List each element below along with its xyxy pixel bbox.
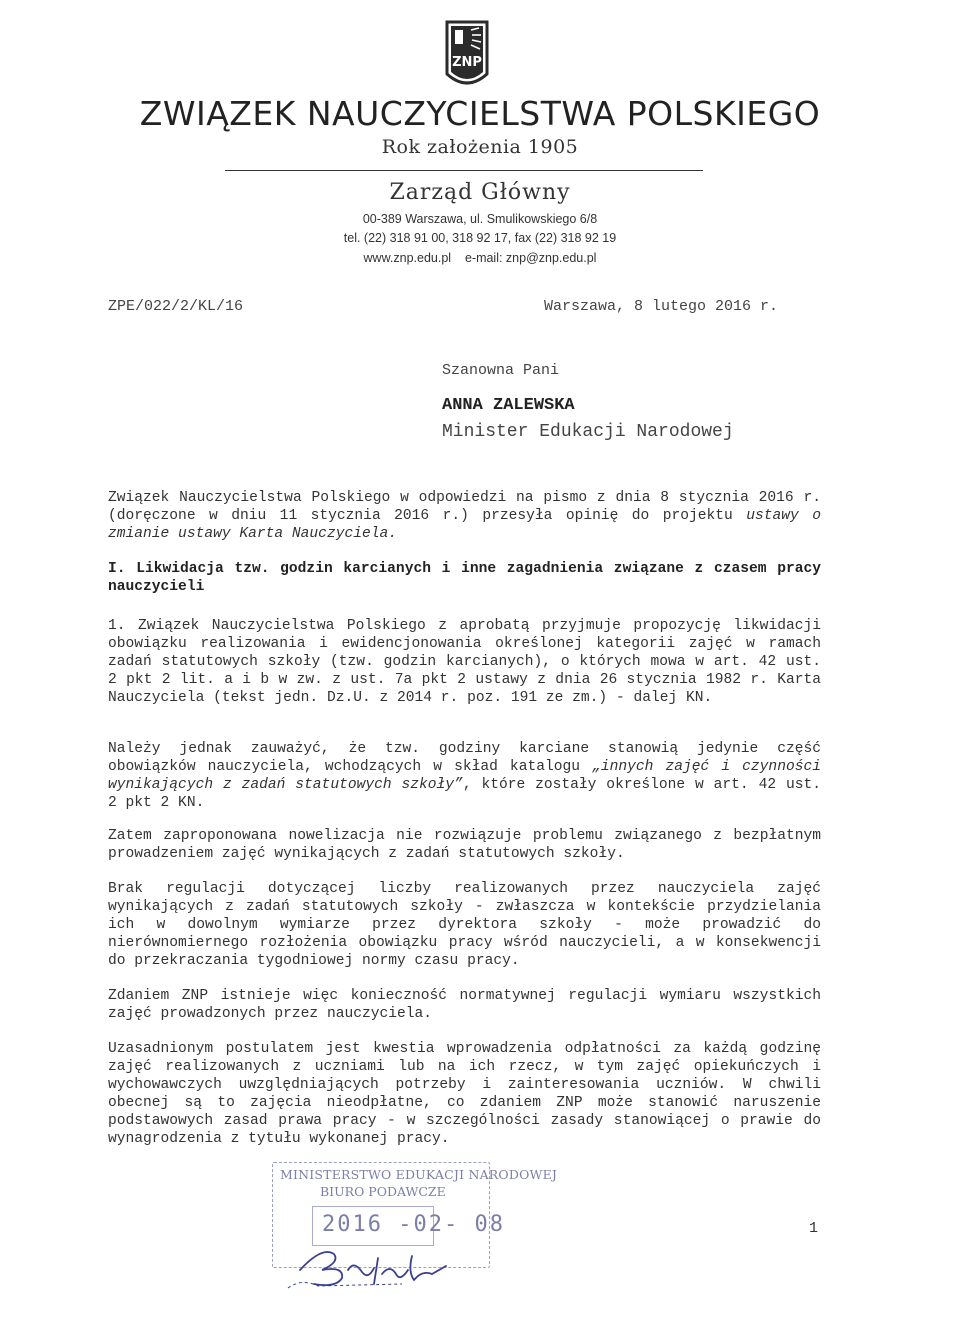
founded-year: Rok założenia 1905 — [381, 136, 579, 158]
paragraph-4: Brak regulacji dotyczącej liczby realizowanych przez nauczyciela zajęć wynikających z zadań statutowych szkoły - zwłaszcza w kontekście przydzielania ich w dowolnym wymiarze przez dyrektora szkoły - może prowadzić do nierównomiernego rozłożenia obowiązku pracy wśród nauczycieli, a w konsekwencji do przekraczania tygodniowej normy czasu pracy. — [108, 881, 821, 969]
znp-logo — [441, 18, 493, 94]
reference-number: ZPE/022/2/KL/16 — [108, 298, 244, 315]
address-web-email: www.znp.edu.pl e-mail: znp@znp.edu.pl — [363, 251, 597, 265]
intro-paragraph — [108, 489, 821, 543]
address-street: 00-389 Warszawa, ul. Smulikowskiego 6/8 — [362, 212, 598, 226]
organization-name: ZWIĄZEK NAUCZYCIELSTWA POLSKIEGO — [139, 94, 821, 133]
paragraph-3: Zatem zaproponowana nowelizacja nie rozwiązuje problemu związanego z bezpłatnym prowadzeniem zajęć wynikających z zadań statutowych szkoły. — [108, 828, 821, 862]
section-heading: I. Likwidacja tzw. godzin karcianych i inne zagadnienia związane z czasem pracy nauczycieli — [108, 561, 821, 595]
paragraph-5: Zdaniem ZNP istnieje więc konieczność normatywnej regulacji wymiaru wszystkich zajęć prowadzonych przez nauczyciela. — [108, 988, 821, 1022]
paragraph-2-text: Należy jednak zauważyć, że tzw. godziny karciane stanowią jedynie część obowiązków nauczyciela, wchodzących w skład katalogu — [108, 741, 821, 775]
intro-italic-text: ustawy o zmianie ustawy Karta Nauczyciela. — [108, 508, 822, 542]
handwritten-signature — [282, 1240, 482, 1295]
addressee-title: Minister Edukacji Narodowej — [442, 422, 734, 442]
paragraph-2-italic: „innych zajęć i czynności wynikających z zadań statutowych szkoły” — [108, 759, 821, 793]
intro-text: Związek Nauczycielstwa Polskiego w odpowiedzi na pismo z dnia 8 stycznia 2016 r. (doręczone w dniu 11 stycznia 2016 r.) przesyła opinię do projektu — [108, 490, 821, 524]
salutation: Szanowna Pani — [442, 362, 560, 379]
header-divider — [225, 170, 703, 171]
board-name: Zarząd Główny — [389, 180, 571, 205]
paragraph-2-end: , które zostały określone w art. 42 ust. 2 pkt 2 KN. — [108, 777, 821, 811]
paragraph-2 — [108, 740, 821, 812]
stamp-date: 2016 -02- 08 — [322, 1212, 505, 1237]
paragraph-1: 1. Związek Nauczycielstwa Polskiego z aprobatą przyjmuje propozycję likwidacji obowiązku realizowania i ewidencjonowania określonej kategorii zajęć w ramach zadań statutowych szkoły (tzw. godzin karcianych), o których mowa w art. 42 ust. 2 pkt 2 lit. a i b w zw. z ust. 7a pkt 2 ustawy z dnia 26 stycznia 1982 r. Karta Nauczyciela (tekst jedn. Dz.U. z 2014 r. poz. 191 ze zm.) - dalej KN. — [108, 618, 821, 706]
logo-label: ZNP — [452, 55, 482, 70]
page-number: 1 — [809, 1220, 819, 1237]
addressee-name: ANNA ZALEWSKA — [442, 396, 575, 415]
stamp-ministry: MINISTERSTWO EDUKACJI NARODOWEJ — [280, 1167, 558, 1182]
paragraph-6: Uzasadnionym postulatem jest kwestia wprowadzenia odpłatności za każdą godzinę zajęć realizowanych z uczniami lub na ich rzecz, w tym zajęć opiekuńczych i wychowawczych uwzględniających potrzeby i zainteresowania uczniów. W chwili obecnej są to zajęcia nieodpłatne, co zdaniem ZNP może stanowić naruszenie podstawowych zasad prawa pracy - w szczególności zasady stanowiącej o prawie do wynagrodzenia z tytułu wykonanej pracy. — [108, 1041, 821, 1147]
address-phone: tel. (22) 318 91 00, 318 92 17, fax (22) 318 92 19 — [343, 231, 617, 245]
stamp-office: BIURO PODAWCZE — [320, 1184, 446, 1199]
letter-date: Warszawa, 8 lutego 2016 r. — [544, 298, 779, 315]
